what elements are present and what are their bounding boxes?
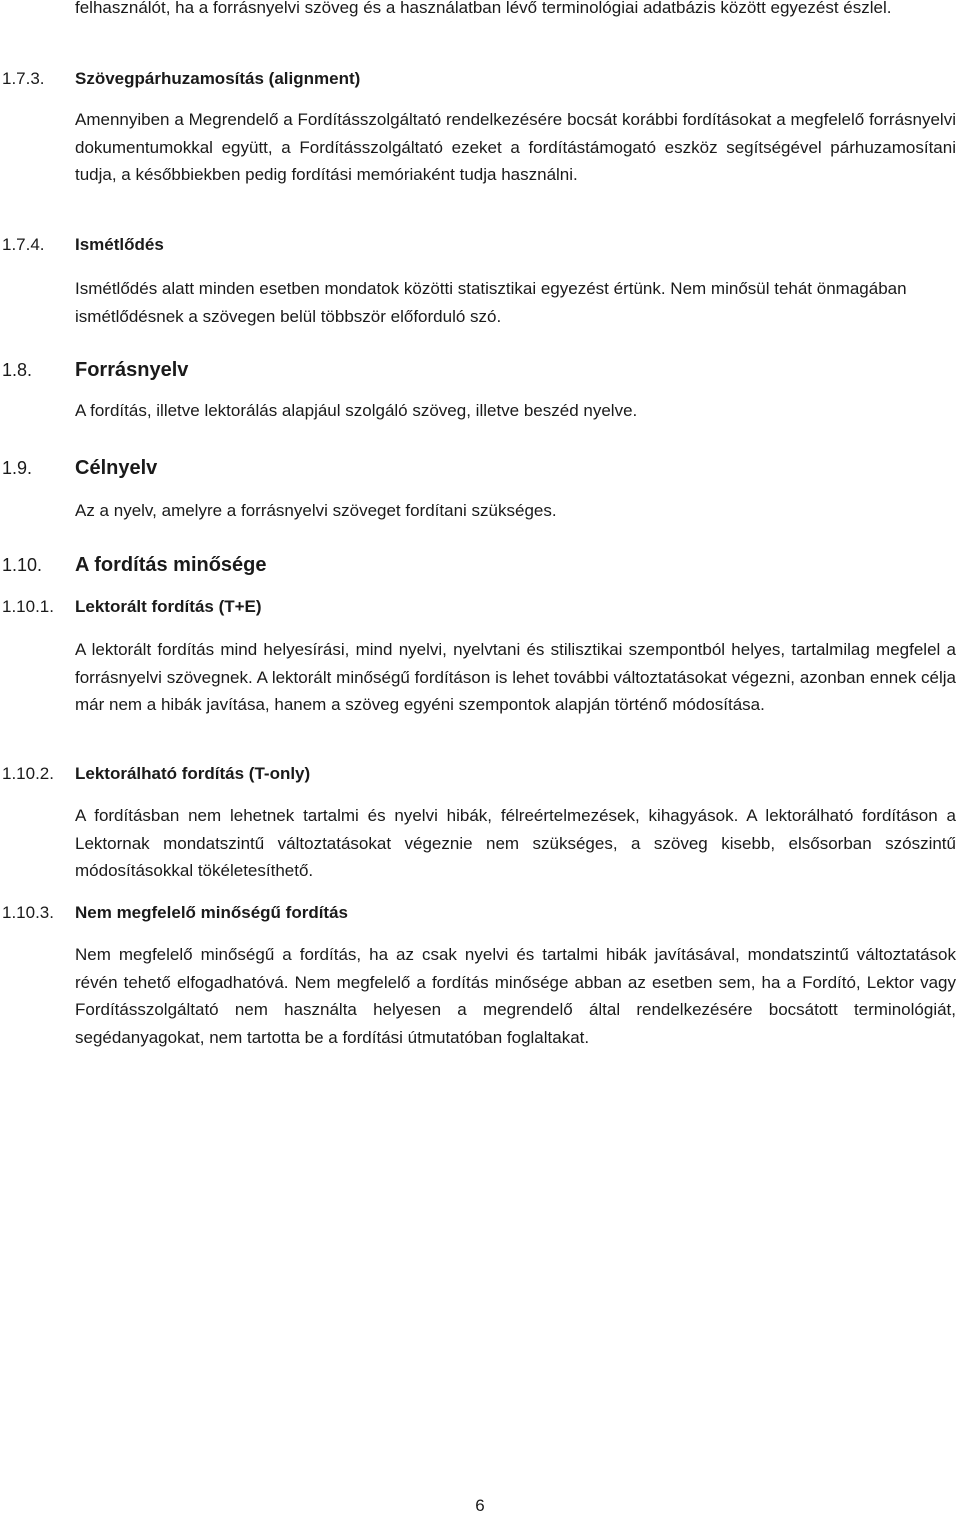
section-title: Nem megfelelő minőségű fordítás (75, 903, 348, 922)
section-title: Forrásnyelv (75, 359, 189, 381)
section-title: Lektorálható fordítás (T-only) (75, 764, 311, 783)
section-body-1-9 (75, 497, 956, 525)
section-title: Szövegpárhuzamosítás (alignment) (75, 69, 361, 88)
section-paragraph: A lektorált fordítás mind helyesírási, mind nyelvi, nyelvtani és stilisztikai szempontból helyes, tartalmilag megfelel a forrásnyelvi szövegnek. A lektorált minőségű fordításon is lehet további változtatásokat végezni, azonban ennek célja már nem a hibák javítása, hanem a szöveg egyéni szempontok alapján történő módosítása. (75, 640, 956, 715)
intro-paragraph: felhasználót, ha a forrásnyelvi szöveg és a használatban lévő terminológiai adatbázis között egyezést észlel. (75, 0, 892, 17)
section-paragraph: Nem megfelelő minőségű a fordítás, ha az csak nyelvi és tartalmi hibák javításával, mondatszintű változtatások révén tehető elfogadhatóvá. Nem megfelelő a fordítás minősége abban az esetben sem, ha a Fordító, Lektor vagy Fordításszolgáltató nem használta helyesen a megrendelő által rendelkezésére bocsátott terminológiát, segédanyagokat, nem tartotta be a fordítási útmutatóban foglaltakat. (75, 945, 956, 1047)
section-title: A fordítás minősége (75, 554, 267, 576)
section-paragraph: A fordításban nem lehetnek tartalmi és nyelvi hibák, félreértelmezések, kihagyások. A lektorálható fordításon a Lektornak mondatszintű változtatásokat végeznie nem szükséges, a szöveg kisebb, elsősorban szószintű módosításokkal tökéletesíthető. (75, 806, 956, 881)
section-number: 1.7.4. (2, 235, 45, 254)
section-number: 1.9. (2, 458, 33, 478)
section-body-1-7-4 (75, 275, 956, 330)
section-body-1-8 (75, 397, 956, 425)
section-number: 1.10.2. (2, 764, 54, 783)
intro-paragraph-block (75, 0, 956, 22)
section-paragraph: Amennyiben a Megrendelő a Fordításszolgáltató rendelkezésére bocsát korábbi fordításokat a megfelelő forrásnyelvi dokumentumokkal együtt, a Fordításszolgáltató ezeket a fordítástámogató eszköz segítségével párhuzamosítani tudja, a későbbiekben pedig fordítási memóriaként tudja használni. (75, 110, 956, 185)
page-number: 6 (475, 1496, 485, 1515)
section-title: Lektorált fordítás (T+E) (75, 597, 262, 616)
section-paragraph: Az a nyelv, amelyre a forrásnyelvi szöveget fordítani szükséges. (75, 501, 557, 520)
section-number: 1.7.3. (2, 69, 45, 88)
section-title: Célnyelv (75, 457, 158, 479)
section-paragraph: A fordítás, illetve lektorálás alapjául szolgáló szöveg, illetve beszéd nyelve. (75, 401, 638, 420)
section-paragraph: Ismétlődés alatt minden esetben mondatok közötti statisztikai egyezést értünk. Nem minősül tehát önmagában ismétlődésnek a szövegen belül többször előforduló szó. (75, 279, 907, 326)
section-body-1-10-2 (75, 802, 956, 885)
section-body-1-7-3 (75, 106, 956, 189)
section-number: 1.10.1. (2, 597, 54, 616)
section-body-1-10-3 (75, 941, 956, 1051)
section-number: 1.10.3. (2, 903, 54, 922)
section-number: 1.8. (2, 360, 33, 380)
section-body-1-10-1 (75, 636, 956, 719)
section-title: Ismétlődés (75, 235, 164, 254)
section-number: 1.10. (2, 555, 43, 575)
